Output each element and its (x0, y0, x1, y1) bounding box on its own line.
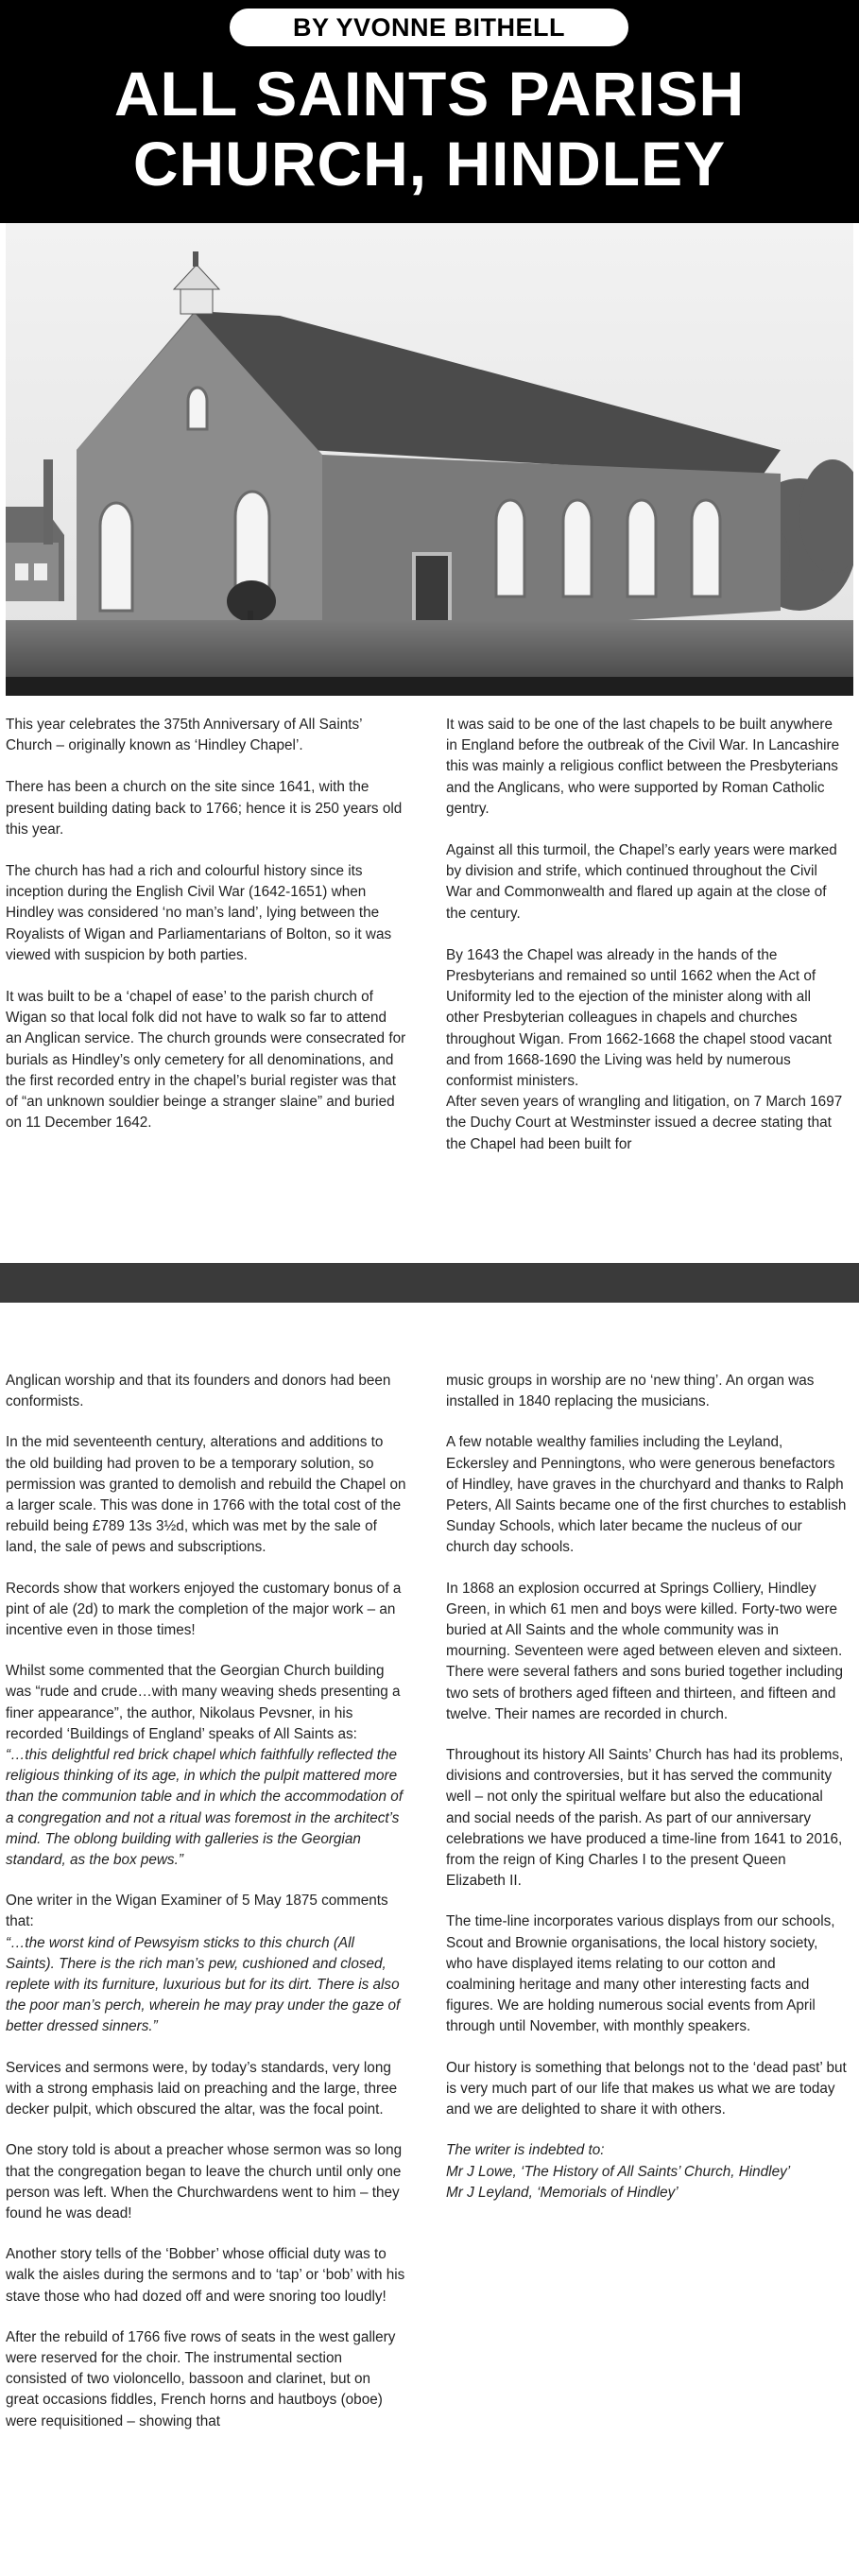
paragraph: In the mid seventeenth century, alterations and additions to the old building had proven to be a temporary solution, so permission was granted to demolish and rebuild the Chapel on a larger scale. This was done in 1766 with the total cost of the rebuild being £789 13s 3½d, which was met by the sale of land, the sale of pews and subscriptions. (6, 1434, 406, 1556)
credit-line: Mr J Leyland, ‘Memorials of Hindley’ (446, 2184, 679, 2201)
page1-left-column (6, 715, 406, 1154)
page1-right-column (446, 715, 847, 1176)
pevsner-quote: “…this delightful red brick chapel which faithfully reflected the religious thinking of its age, in which the pulpit mattered more than the communion table and in which the accommodation of a congregation and not a ritual was foremost in the architect’s mind. The oblong building with galleries is the Georgian standard, as the box pews.” (6, 1747, 404, 1869)
paragraph: Whilst some commented that the Georgian Church building was “rude and crude…with many weaving sheds presenting a finer appearance”, the author, Nikolaus Pevsner, in his recorded ‘Buildings of England’ speaks of All Saints as: (6, 1663, 401, 1742)
paragraph: After seven years of wrangling and litigation, on 7 March 1697 the Duchy Court at Westminster issued a decree stating that the Chapel had been built for (446, 1094, 843, 1152)
credit-intro: The writer is indebted to: (446, 2142, 605, 2159)
title-line-1: ALL SAINTS PARISH (113, 59, 746, 129)
page-divider (0, 1263, 859, 1303)
paragraph: One story told is about a preacher whose sermon was so long that the congregation began to leave the church until only one person was left. When the Churchwardens went to him – they found he was dead! (6, 2142, 403, 2222)
paragraph: In 1868 an explosion occurred at Springs Colliery, Hindley Green, in which 61 men and boys were killed. Forty-two were buried at All Saints and the whole community was in mourning. Seventeen were aged between eleven and sixteen. There were several fathers and sons buried together including two sets of brothers aged fifteen and thirteen, and fifteen and twelve. Their names are recorded in church. (446, 1580, 844, 1722)
paragraph: Records show that workers enjoyed the customary bonus of a pint of ale (2d) to mark the completion of the major work – an incentive even in those times! (6, 1580, 402, 1639)
paragraph: It was said to be one of the last chapels to be built anywhere in England before the outbreak of the Civil War. In Lancashire this was mainly a religious conflict between the Presbyterians and the Anglicans, who were supported by Roman Catholic gentry. (446, 717, 840, 817)
paragraph: One writer in the Wigan Examiner of 5 May 1875 comments that: (6, 1893, 388, 1930)
paragraph: The church has had a rich and colourful history since its inception during the English Civil War (1642-1651) when Hindley was considered ‘no man’s land’, lying between the Royalists of Wigan and Parliamentarians of Bolton, so it was viewed with suspicion by both parties. (6, 863, 392, 963)
paragraph: This year celebrates the 375th Anniversary of All Saints’ Church – originally known as ‘Hindley Chapel’. (6, 717, 362, 754)
paragraph: It was built to be a ‘chapel of ease’ to the parish church of Wigan so that local folk did not have to walk so far to attend an Anglican service. The church grounds were consecrated for burials as Hindley’s only cemetery for all denominations, and the first recorded entry in the chapel’s burial register was that of “an unknown souldier beinge a stranger slaine” and buried on 11 December 1642. (6, 989, 406, 1132)
paragraph: Services and sermons were, by today’s standards, very long with a strong emphasis laid on preaching and the large, three decker pulpit, which obscured the altar, was the focal point. (6, 2059, 398, 2118)
paragraph: There has been a church on the site since 1641, with the present building dating back to 1766; hence it is 250 years old this year. (6, 779, 403, 838)
paragraph: music groups in worship are no ‘new thing’. An organ was installed in 1840 replacing the musicians. (446, 1373, 815, 1410)
paragraph: Throughout its history All Saints’ Church has had its problems, divisions and controversies, but it has served the community well – not only the spiritual welfare but also the educational and social needs of the parish. As part of our anniversary celebrations we have produced a time-line from 1641 to 2016, from the reign of King Charles I to the present Queen Elizabeth II. (446, 1747, 844, 1890)
paragraph: A few notable wealthy families including the Leyland, Eckersley and Penningtons, who were generous benefactors of Hindley, have graves in the churchyard and thanks to Ralph Peters, All Saints became one of the first churches to establish Sunday Schools, which later became the nucleus of our church day schools. (446, 1434, 847, 1556)
paragraph: Our history is something that belongs not to the ‘dead past’ but is very much part of our life that makes us what we are today and we are delighted to share it with others. (446, 2059, 847, 2118)
paragraph: By 1643 the Chapel was already in the hands of the Presbyterians and remained so until 1662 when the Act of Uniformity led to the ejection of the minister along with all other Presbyterian colleagues in chapels and churches throughout Wigan. From 1662-1668 the chapel stood vacant and from 1668-1690 the Living was held by numerous conformist ministers. (446, 946, 833, 1090)
article-title (0, 59, 859, 199)
byline: BY YVONNE BITHELL (227, 6, 631, 49)
page2-left-column (6, 1371, 406, 2452)
wigan-examiner-quote: “…the worst kind of Pewsyism sticks to this church (All Saints). There is the rich man’s pew, cushioned and closed, replete with its furniture, luxurious but for its dirt. There is also the poor man’s perch, wherein he may pray under the gaze of better dressed sinners.” (6, 1934, 401, 2035)
paragraph: Another story tells of the ‘Bobber’ whose official duty was to walk the aisles during the sermons and to ‘tap’ or ‘bob’ with his stave those who had dozed off and were snoring too loudly! (6, 2246, 405, 2305)
paragraph: Anglican worship and that its founders and donors had been conformists. (6, 1373, 391, 1410)
page2-right-column (446, 1371, 847, 2204)
church-photo (6, 223, 853, 696)
article-header (0, 0, 859, 223)
paragraph: After the rebuild of 1766 five rows of seats in the west gallery were reserved for the choir. The instrumental section consisted of two violoncello, bassoon and clarinet, but on great occasions fiddles, French horns and hautboys (oboe) were requisitioned – showing that (6, 2328, 396, 2429)
paragraph: The time-line incorporates various displays from our schools, Scout and Brownie organisations, the local history society, who have displayed items relating to our cotton and coalmining heritage and many other interesting facts and figures. We are holding numerous social events from April through until November, with monthly speakers. (446, 1913, 835, 2035)
title-line-2: CHURCH, HINDLEY (132, 129, 727, 199)
paragraph: Against all this turmoil, the Chapel’s early years were marked by division and strife, which continued throughout the Civil War and Commonwealth and flared up again at the close of the century. (446, 842, 837, 922)
credit-line: Mr J Lowe, ‘The History of All Saints’ Church, Hindley’ (446, 2163, 791, 2180)
